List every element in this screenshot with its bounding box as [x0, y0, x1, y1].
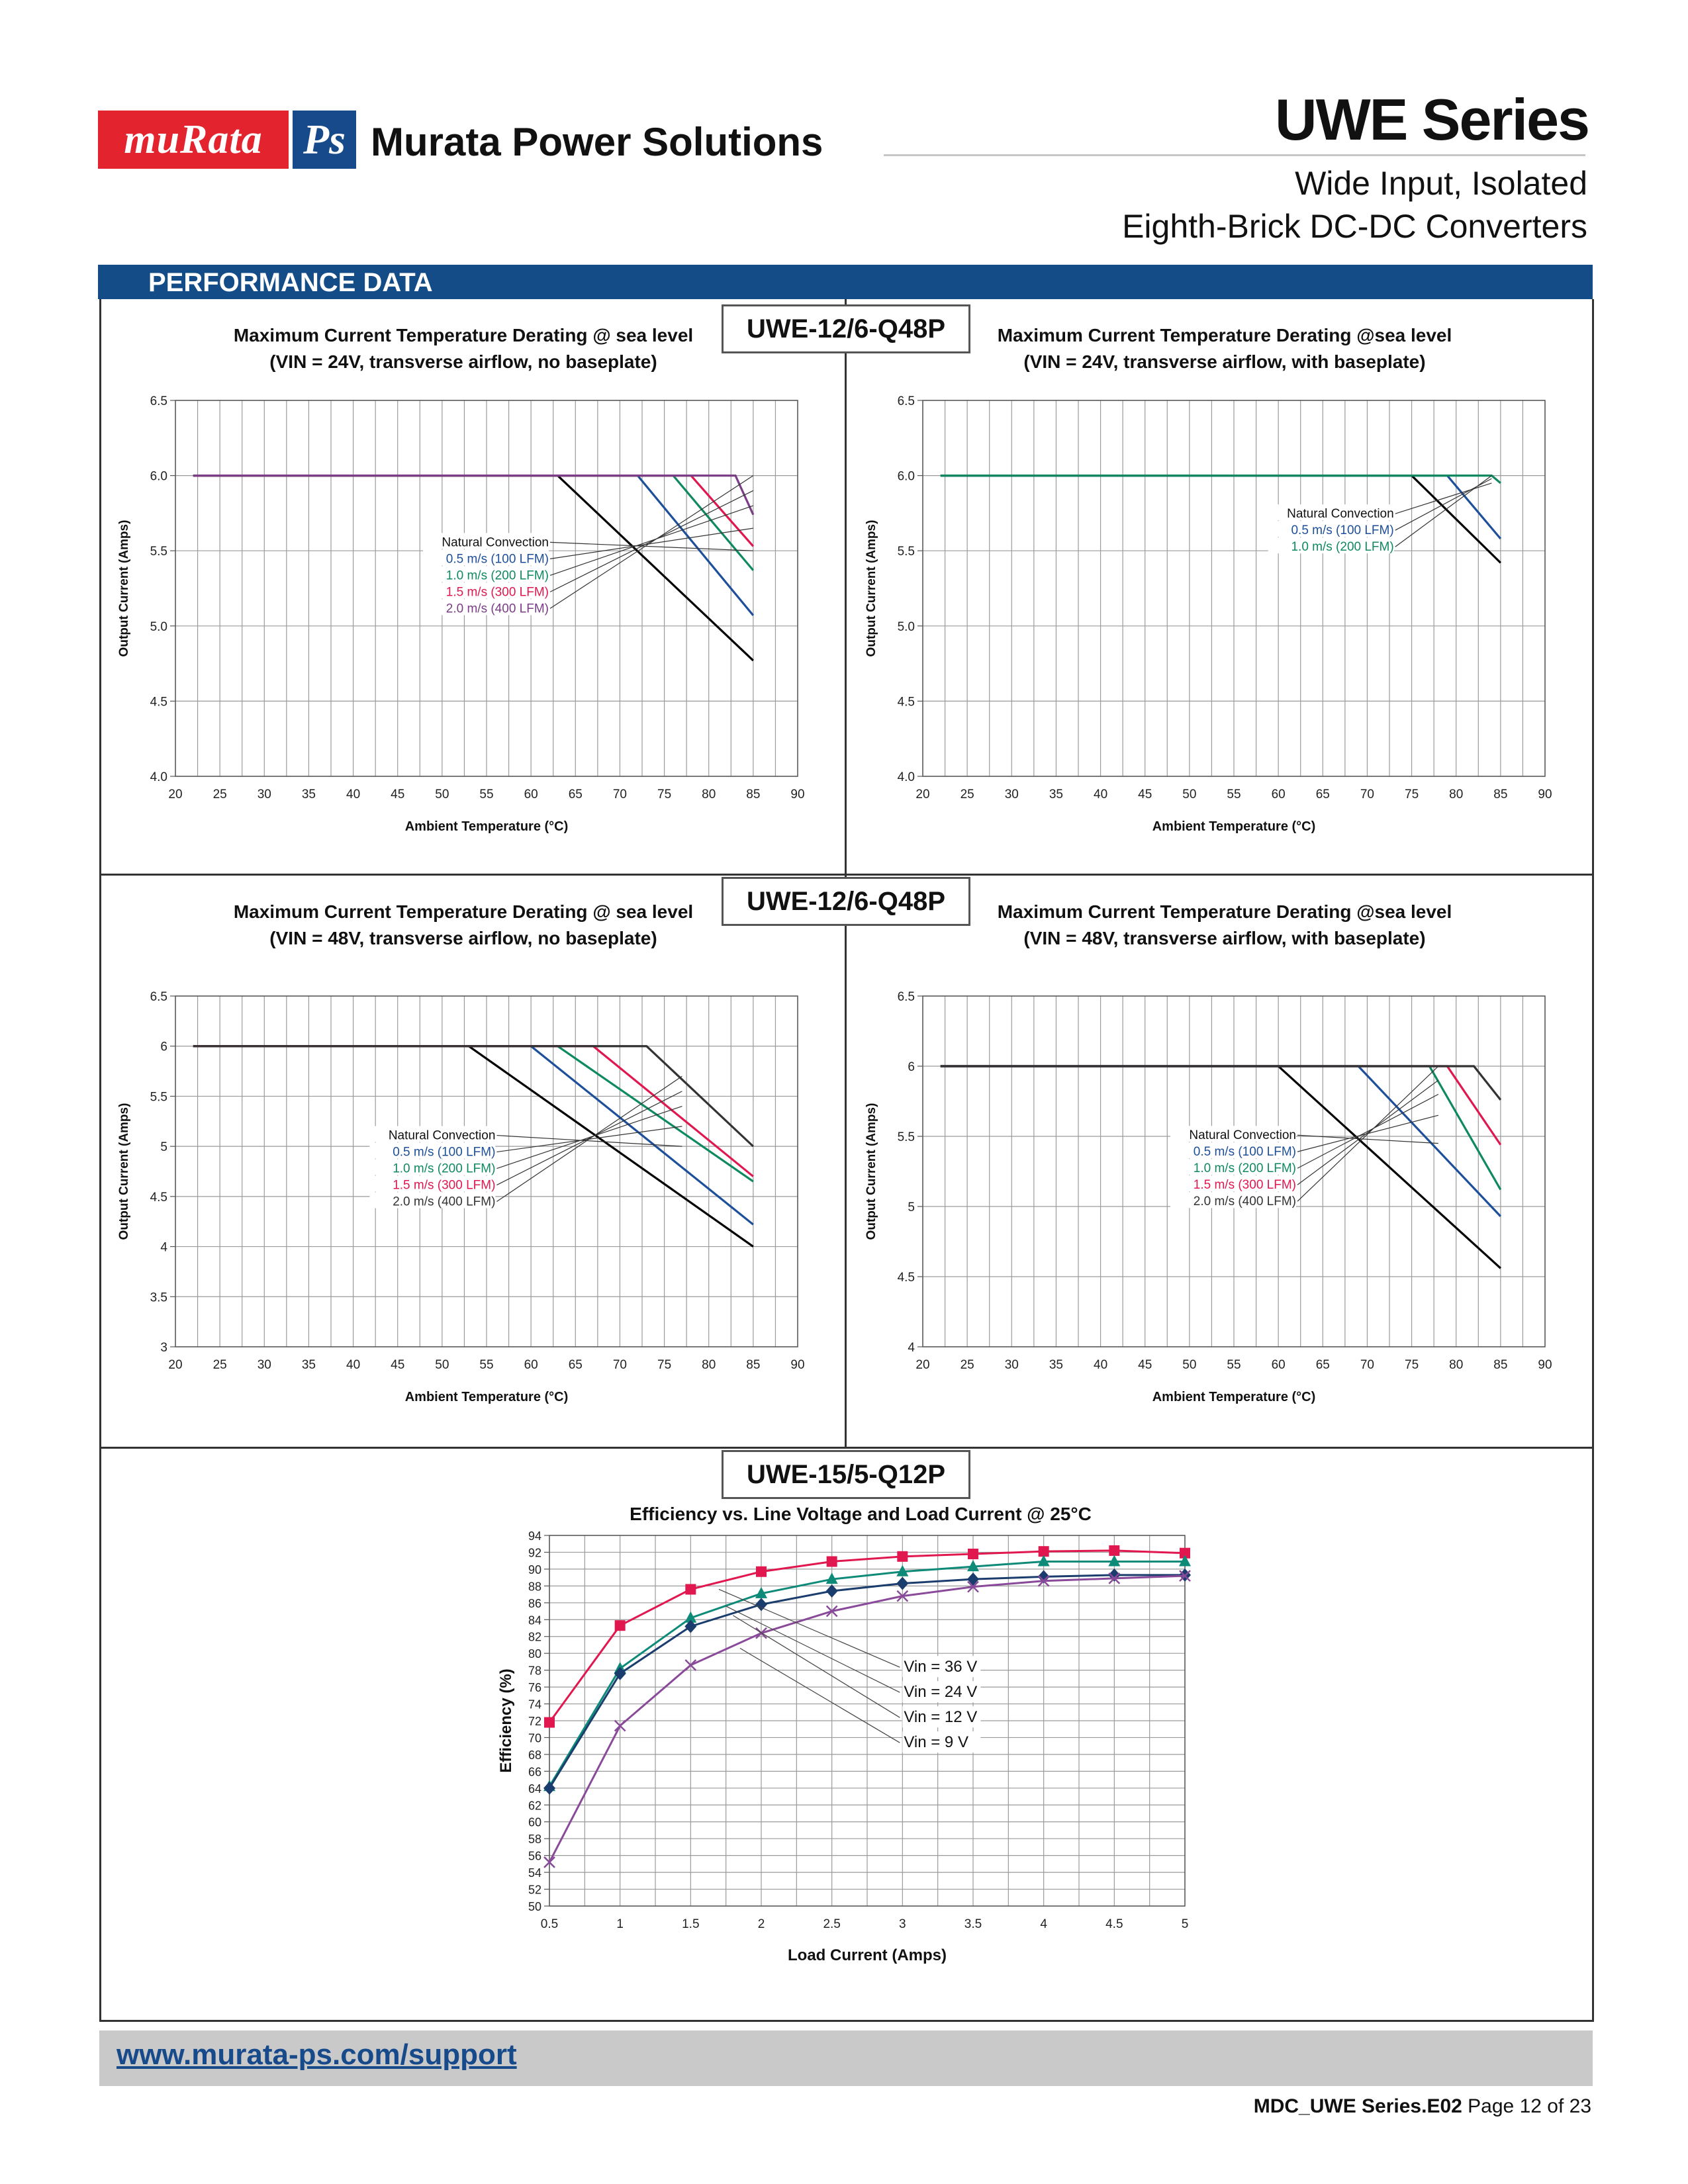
subtitle-line-1: Wide Input, Isolated	[1295, 165, 1587, 202]
x-tick-label: 30	[257, 788, 271, 801]
y-tick-label: 4.5	[150, 1190, 167, 1205]
y-tick-label: 56	[528, 1849, 541, 1863]
x-tick-label: 60	[524, 788, 538, 801]
x-tick-label: 35	[301, 1358, 316, 1372]
legend-leader	[550, 476, 753, 609]
y-tick-label: 58	[528, 1833, 541, 1846]
y-tick-label: 5.0	[897, 619, 915, 634]
y-axis-label: Output Current (Amps)	[865, 520, 878, 657]
series-title: UWE Series	[1275, 87, 1589, 152]
x-tick-label: 20	[915, 1358, 930, 1372]
chart-3-title-line-1: Maximum Current Temperature Derating @ sea level	[233, 901, 694, 922]
subtitle-line-2: Eighth-Brick DC-DC Converters	[1122, 208, 1587, 245]
data-point	[685, 1584, 696, 1594]
x-tick-label: 25	[212, 788, 227, 801]
chart-5-title-line-1: Efficiency vs. Line Voltage and Load Current @ 25°C	[630, 1504, 1092, 1524]
x-axis-label: Load Current (Amps)	[788, 1946, 947, 1964]
chart-3-title	[165, 899, 761, 952]
x-tick-label: 80	[702, 788, 716, 801]
x-tick-label: 45	[391, 788, 405, 801]
x-tick-label: 65	[568, 788, 583, 801]
legend-label: Natural Convection	[1189, 1128, 1296, 1143]
y-tick-label: 6.0	[150, 469, 167, 484]
data-point	[615, 1620, 626, 1631]
series-line	[941, 1066, 1501, 1100]
x-tick-label: 50	[1182, 788, 1197, 801]
x-tick-label: 3	[899, 1917, 906, 1931]
data-point	[543, 1782, 555, 1795]
x-tick-label: 2.5	[823, 1917, 841, 1931]
y-tick-label: 6.5	[150, 394, 167, 408]
y-axis-label: Output Current (Amps)	[117, 1103, 131, 1240]
chart-5-title	[530, 1501, 1192, 1527]
y-tick-label: 94	[528, 1529, 541, 1543]
x-tick-label: 65	[568, 1358, 583, 1372]
support-link[interactable]: www.murata-ps.com/support	[117, 2038, 517, 2071]
y-tick-label: 4.0	[897, 770, 915, 784]
x-tick-label: 90	[790, 788, 805, 801]
data-point	[968, 1549, 978, 1559]
derating-chart-48v-baseplate	[847, 986, 1592, 1436]
legend-label: 1.0 m/s (200 LFM)	[393, 1161, 496, 1176]
x-tick-label: 80	[702, 1358, 716, 1372]
y-tick-label: 4.0	[150, 770, 167, 784]
x-tick-label: 0.5	[540, 1917, 559, 1931]
x-tick-label: 75	[1405, 1358, 1419, 1372]
x-tick-label: 50	[435, 1358, 449, 1372]
y-tick-label: 60	[528, 1815, 541, 1829]
y-tick-label: 4.5	[150, 695, 167, 709]
y-tick-label: 50	[528, 1900, 541, 1913]
y-tick-label: 5.5	[897, 1130, 915, 1144]
footer-bar	[99, 2030, 1593, 2086]
y-tick-label: 3	[160, 1341, 167, 1355]
legend-label: 1.0 m/s (200 LFM)	[1291, 540, 1394, 555]
x-tick-label: 35	[301, 788, 316, 801]
x-tick-label: 30	[1004, 788, 1019, 801]
legend-leader	[1395, 483, 1492, 514]
legend-label: 0.5 m/s (100 LFM)	[445, 552, 549, 567]
y-tick-label: 82	[528, 1630, 541, 1644]
x-tick-label: 65	[1315, 1358, 1330, 1372]
x-tick-label: 4	[1040, 1917, 1047, 1931]
data-point	[827, 1556, 837, 1567]
y-tick-label: 5	[908, 1201, 915, 1214]
y-tick-label: 6.0	[897, 469, 915, 484]
murata-logo: muRata	[98, 111, 289, 169]
chart-4-title-line-1: Maximum Current Temperature Derating @sea level	[997, 901, 1452, 922]
document-code: MDC_UWE Series.E02	[1253, 2095, 1462, 2117]
x-tick-label: 90	[1538, 1358, 1552, 1372]
data-point	[614, 1667, 626, 1680]
page-number: Page 12 of 23	[1468, 2095, 1591, 2117]
x-tick-label: 1.5	[682, 1917, 700, 1931]
model-label-1: UWE-12/6-Q48P	[722, 304, 970, 353]
y-tick-label: 52	[528, 1883, 541, 1897]
x-tick-label: 30	[1004, 1358, 1019, 1372]
model-label-2: UWE-12/6-Q48P	[722, 877, 970, 926]
x-tick-label: 25	[960, 1358, 974, 1372]
x-tick-label: 5	[1181, 1917, 1189, 1931]
legend-label: Vin = 9 V	[904, 1733, 968, 1752]
y-tick-label: 6	[908, 1060, 915, 1074]
y-tick-label: 5.5	[897, 545, 915, 559]
y-tick-label: 4	[908, 1341, 915, 1355]
x-tick-label: 20	[168, 788, 183, 801]
y-tick-label: 68	[528, 1748, 541, 1762]
x-tick-label: 40	[1094, 788, 1108, 801]
y-tick-label: 5	[160, 1140, 167, 1155]
x-tick-label: 75	[1405, 788, 1419, 801]
x-tick-label: 40	[1094, 1358, 1108, 1372]
y-tick-label: 4.5	[897, 1271, 915, 1285]
y-tick-label: 86	[528, 1596, 541, 1610]
chart-4-title-line-2: (VIN = 48V, transverse airflow, with baseplate)	[1023, 928, 1426, 948]
legend-label: 1.5 m/s (300 LFM)	[393, 1178, 496, 1193]
y-tick-label: 76	[528, 1681, 541, 1695]
x-tick-label: 3.5	[964, 1917, 982, 1931]
x-tick-label: 55	[479, 1358, 494, 1372]
y-tick-label: 74	[528, 1698, 541, 1711]
x-tick-label: 60	[1271, 1358, 1286, 1372]
model-label-3: UWE-15/5-Q12P	[722, 1450, 970, 1499]
document-id	[1254, 2095, 1591, 2118]
legend-label: Natural Convection	[1287, 507, 1394, 522]
x-tick-label: 70	[1360, 1358, 1374, 1372]
x-tick-label: 60	[524, 1358, 538, 1372]
x-tick-label: 20	[168, 1358, 183, 1372]
y-tick-label: 4	[160, 1240, 167, 1255]
data-point	[544, 1717, 555, 1728]
y-tick-label: 70	[528, 1731, 541, 1745]
legend-label: 0.5 m/s (100 LFM)	[393, 1145, 496, 1160]
x-tick-label: 20	[915, 788, 930, 801]
x-tick-label: 85	[1493, 788, 1508, 801]
efficiency-chart	[463, 1529, 1225, 1992]
x-tick-label: 50	[1182, 1358, 1197, 1372]
legend-label: 2.0 m/s (400 LFM)	[393, 1195, 496, 1209]
data-point	[897, 1551, 908, 1562]
y-tick-label: 6	[160, 1040, 167, 1054]
y-tick-label: 3.5	[150, 1291, 167, 1305]
legend-label: Natural Convection	[388, 1128, 496, 1143]
legend-label: Natural Convection	[442, 535, 549, 550]
legend-leader	[496, 1076, 682, 1201]
legend-leader	[719, 1589, 900, 1667]
y-tick-label: 54	[528, 1866, 541, 1880]
x-tick-label: 85	[746, 1358, 761, 1372]
legend-label: Vin = 36 V	[904, 1658, 978, 1676]
legend-label: 0.5 m/s (100 LFM)	[1193, 1145, 1296, 1160]
legend-leader	[740, 1649, 900, 1743]
y-tick-label: 92	[528, 1546, 541, 1560]
y-tick-label: 62	[528, 1799, 541, 1813]
x-tick-label: 55	[479, 788, 494, 801]
x-axis-label: Ambient Temperature (°C)	[404, 1390, 569, 1404]
derating-chart-24v-no-baseplate	[99, 390, 845, 854]
x-tick-label: 45	[391, 1358, 405, 1372]
y-tick-label: 6.5	[897, 990, 915, 1004]
x-tick-label: 70	[612, 1358, 627, 1372]
x-tick-label: 85	[1493, 1358, 1508, 1372]
y-axis-label: Output Current (Amps)	[865, 1103, 878, 1240]
x-axis-label: Ambient Temperature (°C)	[1152, 1390, 1316, 1404]
x-axis-label: Ambient Temperature (°C)	[1152, 819, 1316, 834]
y-tick-label: 6.5	[150, 990, 167, 1004]
series-line	[193, 476, 753, 515]
x-tick-label: 35	[1049, 1358, 1063, 1372]
legend-leader	[550, 490, 753, 592]
data-point	[826, 1584, 838, 1598]
row-divider-2	[99, 1447, 1594, 1449]
header-divider	[884, 154, 1585, 156]
legend-label: 1.0 m/s (200 LFM)	[445, 569, 549, 583]
x-tick-label: 55	[1227, 1358, 1241, 1372]
data-point	[896, 1577, 908, 1590]
y-tick-label: 90	[528, 1563, 541, 1576]
y-tick-label: 84	[528, 1614, 541, 1627]
x-tick-label: 70	[612, 788, 627, 801]
legend-label: 1.0 m/s (200 LFM)	[1193, 1161, 1296, 1176]
chart-3-title-line-2: (VIN = 48V, transverse airflow, no baseplate)	[269, 928, 657, 948]
x-tick-label: 1	[616, 1917, 624, 1931]
x-tick-label: 75	[657, 1358, 672, 1372]
x-tick-label: 80	[1449, 1358, 1464, 1372]
y-tick-label: 64	[528, 1782, 541, 1796]
y-tick-label: 72	[528, 1715, 541, 1728]
y-axis-label: Efficiency (%)	[497, 1668, 515, 1773]
y-tick-label: 5.5	[150, 1090, 167, 1105]
x-tick-label: 4.5	[1105, 1917, 1123, 1931]
y-tick-label: 6.5	[897, 394, 915, 408]
chart-2-title-line-2: (VIN = 24V, transverse airflow, with baseplate)	[1023, 351, 1426, 372]
x-tick-label: 55	[1227, 788, 1241, 801]
x-tick-label: 85	[746, 788, 761, 801]
legend-label: 1.5 m/s (300 LFM)	[445, 585, 549, 600]
x-tick-label: 90	[1538, 788, 1552, 801]
section-header	[98, 265, 1593, 299]
x-tick-label: 40	[346, 1358, 361, 1372]
x-tick-label: 75	[657, 788, 672, 801]
y-tick-label: 5.5	[150, 545, 167, 559]
x-tick-label: 50	[435, 788, 449, 801]
legend-leader	[726, 1606, 900, 1692]
y-tick-label: 4.5	[897, 695, 915, 709]
derating-chart-48v-no-baseplate	[99, 986, 845, 1436]
chart-2-title	[927, 322, 1523, 375]
legend-leader	[1297, 1094, 1438, 1168]
chart-1-title-line-2: (VIN = 24V, transverse airflow, no baseplate)	[269, 351, 657, 372]
x-tick-label: 45	[1138, 1358, 1152, 1372]
legend-label: 1.5 m/s (300 LFM)	[1193, 1178, 1296, 1193]
company-name: Murata Power Solutions	[371, 120, 823, 164]
x-tick-label: 90	[790, 1358, 805, 1372]
ps-logo: Ps	[293, 111, 356, 169]
y-tick-label: 80	[528, 1647, 541, 1661]
y-tick-label: 66	[528, 1765, 541, 1779]
legend-label: 2.0 m/s (400 LFM)	[445, 602, 549, 616]
legend-label: 0.5 m/s (100 LFM)	[1291, 523, 1394, 538]
derating-chart-24v-baseplate	[847, 390, 1592, 854]
y-tick-label: 5.0	[150, 619, 167, 634]
legend-label: Vin = 12 V	[904, 1708, 978, 1727]
row-divider-1	[99, 874, 1594, 876]
chart-2-title-line-1: Maximum Current Temperature Derating @sea level	[997, 325, 1452, 345]
y-axis-label: Output Current (Amps)	[117, 520, 131, 657]
legend-leader	[1297, 1080, 1438, 1185]
legend-leader	[733, 1615, 900, 1717]
x-tick-label: 35	[1049, 788, 1063, 801]
chart-1-title-line-1: Maximum Current Temperature Derating @ sea level	[233, 325, 694, 345]
data-point	[1109, 1545, 1119, 1556]
x-tick-label: 2	[757, 1917, 765, 1931]
legend-label: 2.0 m/s (400 LFM)	[1193, 1195, 1296, 1209]
legend-leader	[1297, 1066, 1438, 1201]
data-point	[756, 1567, 767, 1577]
x-tick-label: 70	[1360, 788, 1374, 801]
y-tick-label: 88	[528, 1580, 541, 1594]
chart-1-title	[165, 322, 761, 375]
x-tick-label: 30	[257, 1358, 271, 1372]
data-point	[967, 1572, 979, 1586]
chart-4-title	[927, 899, 1523, 952]
x-tick-label: 45	[1138, 788, 1152, 801]
x-tick-label: 40	[346, 788, 361, 801]
x-tick-label: 60	[1271, 788, 1286, 801]
x-axis-label: Ambient Temperature (°C)	[404, 819, 569, 834]
x-tick-label: 80	[1449, 788, 1464, 801]
section-title: PERFORMANCE DATA	[148, 268, 433, 297]
legend-label: Vin = 24 V	[904, 1683, 978, 1702]
x-tick-label: 25	[960, 788, 974, 801]
legend-leader	[496, 1091, 682, 1185]
x-tick-label: 65	[1315, 788, 1330, 801]
y-tick-label: 78	[528, 1664, 541, 1678]
x-tick-label: 25	[212, 1358, 227, 1372]
